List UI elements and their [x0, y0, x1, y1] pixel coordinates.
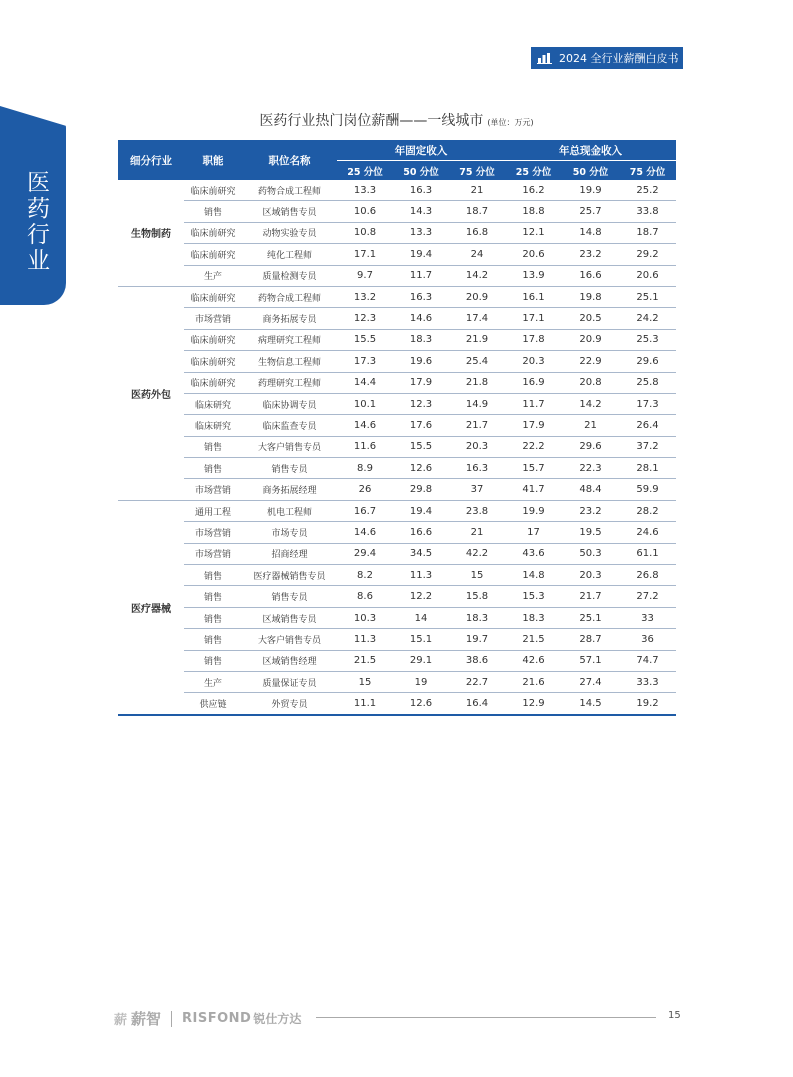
value-cell: 43.6: [505, 543, 562, 564]
value-cell: 18.3: [505, 607, 562, 628]
header-fixed-p75: 75 分位: [449, 161, 505, 181]
function-cell: 销售: [184, 458, 242, 479]
value-cell: 14.6: [337, 415, 393, 436]
value-cell: 33.3: [619, 671, 676, 692]
value-cell: 22.2: [505, 436, 562, 457]
value-cell: 41.7: [505, 479, 562, 500]
value-cell: 14.6: [337, 522, 393, 543]
value-cell: 16.6: [393, 522, 449, 543]
value-cell: 19.4: [393, 500, 449, 521]
position-cell: 区域销售经理: [242, 650, 337, 671]
value-cell: 9.7: [337, 265, 393, 286]
value-cell: 50.3: [562, 543, 619, 564]
table-row: [118, 522, 676, 543]
value-cell: 17.6: [393, 415, 449, 436]
value-cell: 10.6: [337, 201, 393, 222]
value-cell: 23.8: [449, 500, 505, 521]
header-fixed-income: 年固定收入: [337, 140, 505, 161]
position-cell: 临床监查专员: [242, 415, 337, 436]
value-cell: 21.5: [337, 650, 393, 671]
table-row: [118, 286, 676, 307]
table-row: [118, 607, 676, 628]
value-cell: 16.4: [449, 693, 505, 715]
value-cell: 14.6: [393, 308, 449, 329]
value-cell: 24.2: [619, 308, 676, 329]
table-row: [118, 351, 676, 372]
xinzhi-logo-icon: 薪: [114, 1013, 128, 1028]
value-cell: 25.1: [619, 286, 676, 307]
value-cell: 12.6: [393, 458, 449, 479]
value-cell: 13.3: [393, 222, 449, 243]
value-cell: 38.6: [449, 650, 505, 671]
value-cell: 14.8: [562, 222, 619, 243]
value-cell: 14.9: [449, 393, 505, 414]
value-cell: 18.7: [449, 201, 505, 222]
value-cell: 16.3: [393, 180, 449, 201]
value-cell: 15.1: [393, 629, 449, 650]
value-cell: 22.9: [562, 351, 619, 372]
table-row: [118, 244, 676, 265]
value-cell: 29.6: [619, 351, 676, 372]
value-cell: 16.2: [505, 180, 562, 201]
value-cell: 20.3: [449, 436, 505, 457]
value-cell: 28.7: [562, 629, 619, 650]
value-cell: 18.3: [449, 607, 505, 628]
header-total-p50: 50 分位: [562, 161, 619, 181]
value-cell: 25.7: [562, 201, 619, 222]
position-cell: 质量检测专员: [242, 265, 337, 286]
value-cell: 48.4: [562, 479, 619, 500]
position-cell: 商务拓展经理: [242, 479, 337, 500]
salary-table: [118, 140, 676, 716]
value-cell: 26.4: [619, 415, 676, 436]
value-cell: 13.2: [337, 286, 393, 307]
page-number: 15: [668, 1010, 681, 1021]
value-cell: 19.4: [393, 244, 449, 265]
value-cell: 14.3: [393, 201, 449, 222]
value-cell: 10.3: [337, 607, 393, 628]
table-row: [118, 222, 676, 243]
position-cell: 临床协调专员: [242, 393, 337, 414]
function-cell: 生产: [184, 671, 242, 692]
value-cell: 21.7: [449, 415, 505, 436]
value-cell: 27.2: [619, 586, 676, 607]
value-cell: 28.2: [619, 500, 676, 521]
value-cell: 16.3: [393, 286, 449, 307]
value-cell: 11.1: [337, 693, 393, 715]
value-cell: 16.1: [505, 286, 562, 307]
value-cell: 15.7: [505, 458, 562, 479]
header-total-p75: 75 分位: [619, 161, 676, 181]
header-total-cash: 年总现金收入: [505, 140, 676, 161]
page-title-unit: (单位：万元): [487, 118, 534, 127]
function-cell: 临床前研究: [184, 286, 242, 307]
value-cell: 21: [449, 180, 505, 201]
value-cell: 29.2: [619, 244, 676, 265]
value-cell: 25.1: [562, 607, 619, 628]
value-cell: 19.6: [393, 351, 449, 372]
value-cell: 14.4: [337, 372, 393, 393]
value-cell: 25.3: [619, 329, 676, 350]
value-cell: 21: [449, 522, 505, 543]
value-cell: 19.9: [562, 180, 619, 201]
value-cell: 34.5: [393, 543, 449, 564]
function-cell: 供应链: [184, 693, 242, 715]
value-cell: 42.6: [505, 650, 562, 671]
value-cell: 16.8: [449, 222, 505, 243]
table-row: [118, 308, 676, 329]
risfond-brand-cn: 锐仕方达: [253, 1012, 302, 1026]
value-cell: 8.2: [337, 565, 393, 586]
value-cell: 12.3: [337, 308, 393, 329]
header-fixed-p25: 25 分位: [337, 161, 393, 181]
value-cell: 21.9: [449, 329, 505, 350]
footer-divider: [171, 1011, 172, 1027]
value-cell: 17.8: [505, 329, 562, 350]
position-cell: 医疗器械销售专员: [242, 565, 337, 586]
position-cell: 药物合成工程师: [242, 286, 337, 307]
function-cell: 通用工程: [184, 500, 242, 521]
table-body: [118, 180, 676, 715]
category-cell: 医疗器械: [118, 500, 184, 714]
table-row: [118, 201, 676, 222]
position-cell: 大客户销售专员: [242, 436, 337, 457]
value-cell: 33.8: [619, 201, 676, 222]
table-row: [118, 543, 676, 564]
position-cell: 机电工程师: [242, 500, 337, 521]
value-cell: 21.7: [562, 586, 619, 607]
table-row: [118, 586, 676, 607]
value-cell: 14.2: [562, 393, 619, 414]
value-cell: 23.2: [562, 244, 619, 265]
value-cell: 15.8: [449, 586, 505, 607]
table-row: [118, 458, 676, 479]
value-cell: 17: [505, 522, 562, 543]
position-cell: 区域销售专员: [242, 607, 337, 628]
value-cell: 15: [337, 671, 393, 692]
value-cell: 18.8: [505, 201, 562, 222]
table-row: [118, 436, 676, 457]
value-cell: 21.8: [449, 372, 505, 393]
value-cell: 19.5: [562, 522, 619, 543]
value-cell: 8.6: [337, 586, 393, 607]
function-cell: 临床前研究: [184, 222, 242, 243]
value-cell: 19.9: [505, 500, 562, 521]
position-cell: 区域销售专员: [242, 201, 337, 222]
value-cell: 10.8: [337, 222, 393, 243]
value-cell: 18.7: [619, 222, 676, 243]
position-cell: 市场专员: [242, 522, 337, 543]
function-cell: 销售: [184, 586, 242, 607]
position-cell: 纯化工程师: [242, 244, 337, 265]
position-cell: 招商经理: [242, 543, 337, 564]
value-cell: 26.8: [619, 565, 676, 586]
value-cell: 8.9: [337, 458, 393, 479]
value-cell: 59.9: [619, 479, 676, 500]
category-cell: 生物制药: [118, 180, 184, 286]
value-cell: 17.9: [393, 372, 449, 393]
value-cell: 17.3: [337, 351, 393, 372]
footer-logos: [114, 1008, 301, 1029]
function-cell: 临床研究: [184, 393, 242, 414]
function-cell: 临床研究: [184, 415, 242, 436]
value-cell: 15.5: [337, 329, 393, 350]
value-cell: 22.7: [449, 671, 505, 692]
value-cell: 42.2: [449, 543, 505, 564]
value-cell: 17.1: [505, 308, 562, 329]
function-cell: 市场营销: [184, 522, 242, 543]
function-cell: 市场营销: [184, 479, 242, 500]
page-title-text: 医药行业热门岗位薪酬——一线城市: [259, 113, 484, 129]
value-cell: 17.4: [449, 308, 505, 329]
table-row: [118, 650, 676, 671]
value-cell: 12.2: [393, 586, 449, 607]
position-cell: 动物实验专员: [242, 222, 337, 243]
value-cell: 21.5: [505, 629, 562, 650]
function-cell: 销售: [184, 629, 242, 650]
function-cell: 销售: [184, 565, 242, 586]
value-cell: 14: [393, 607, 449, 628]
value-cell: 12.1: [505, 222, 562, 243]
value-cell: 19: [393, 671, 449, 692]
table-row: [118, 565, 676, 586]
function-cell: 销售: [184, 436, 242, 457]
position-cell: 销售专员: [242, 458, 337, 479]
value-cell: 11.7: [393, 265, 449, 286]
header-badge: [531, 47, 683, 69]
value-cell: 36: [619, 629, 676, 650]
table-row: [118, 265, 676, 286]
value-cell: 20.8: [562, 372, 619, 393]
position-cell: 病理研究工程师: [242, 329, 337, 350]
value-cell: 18.3: [393, 329, 449, 350]
page-title: [0, 110, 793, 130]
value-cell: 20.3: [562, 565, 619, 586]
value-cell: 16.3: [449, 458, 505, 479]
side-tab-label: 医药行业: [23, 170, 49, 274]
function-cell: 生产: [184, 265, 242, 286]
value-cell: 16.6: [562, 265, 619, 286]
header-category: 细分行业: [118, 140, 184, 180]
position-cell: 销售专员: [242, 586, 337, 607]
value-cell: 17.1: [337, 244, 393, 265]
value-cell: 10.1: [337, 393, 393, 414]
value-cell: 20.6: [505, 244, 562, 265]
value-cell: 13.3: [337, 180, 393, 201]
value-cell: 11.6: [337, 436, 393, 457]
value-cell: 13.9: [505, 265, 562, 286]
value-cell: 11.7: [505, 393, 562, 414]
header-badge-text: 2024 全行业薪酬白皮书: [559, 52, 679, 65]
value-cell: 29.6: [562, 436, 619, 457]
value-cell: 16.9: [505, 372, 562, 393]
value-cell: 25.2: [619, 180, 676, 201]
position-cell: 商务拓展专员: [242, 308, 337, 329]
value-cell: 21.6: [505, 671, 562, 692]
value-cell: 37: [449, 479, 505, 500]
header-position: 职位名称: [242, 140, 337, 180]
value-cell: 57.1: [562, 650, 619, 671]
table-row: [118, 629, 676, 650]
value-cell: 28.1: [619, 458, 676, 479]
value-cell: 20.9: [562, 329, 619, 350]
table-row: [118, 329, 676, 350]
xinzhi-brand: 薪智: [131, 1010, 162, 1028]
value-cell: 14.2: [449, 265, 505, 286]
value-cell: 24: [449, 244, 505, 265]
value-cell: 29.1: [393, 650, 449, 671]
position-cell: 外贸专员: [242, 693, 337, 715]
value-cell: 11.3: [337, 629, 393, 650]
value-cell: 20.9: [449, 286, 505, 307]
function-cell: 临床前研究: [184, 329, 242, 350]
position-cell: 大客户销售专员: [242, 629, 337, 650]
value-cell: 20.3: [505, 351, 562, 372]
footer-line: [316, 1017, 656, 1018]
value-cell: 22.3: [562, 458, 619, 479]
value-cell: 11.3: [393, 565, 449, 586]
value-cell: 21: [562, 415, 619, 436]
category-cell: 医药外包: [118, 286, 184, 500]
function-cell: 销售: [184, 607, 242, 628]
risfond-brand: RISFOND: [182, 1011, 252, 1026]
value-cell: 17.9: [505, 415, 562, 436]
function-cell: 销售: [184, 201, 242, 222]
header-total-p25: 25 分位: [505, 161, 562, 181]
value-cell: 29.4: [337, 543, 393, 564]
value-cell: 12.6: [393, 693, 449, 715]
value-cell: 23.2: [562, 500, 619, 521]
header-fixed-p50: 50 分位: [393, 161, 449, 181]
table-row: [118, 693, 676, 715]
value-cell: 25.4: [449, 351, 505, 372]
value-cell: 37.2: [619, 436, 676, 457]
function-cell: 临床前研究: [184, 244, 242, 265]
function-cell: 市场营销: [184, 308, 242, 329]
value-cell: 24.6: [619, 522, 676, 543]
position-cell: 质量保证专员: [242, 671, 337, 692]
function-cell: 销售: [184, 650, 242, 671]
function-cell: 临床前研究: [184, 180, 242, 201]
value-cell: 29.8: [393, 479, 449, 500]
value-cell: 19.8: [562, 286, 619, 307]
position-cell: 药理研究工程师: [242, 372, 337, 393]
chart-buildings-icon: [537, 52, 553, 64]
value-cell: 12.3: [393, 393, 449, 414]
value-cell: 33: [619, 607, 676, 628]
function-cell: 临床前研究: [184, 351, 242, 372]
value-cell: 14.8: [505, 565, 562, 586]
value-cell: 74.7: [619, 650, 676, 671]
function-cell: 市场营销: [184, 543, 242, 564]
function-cell: 临床前研究: [184, 372, 242, 393]
table-row: [118, 372, 676, 393]
value-cell: 61.1: [619, 543, 676, 564]
value-cell: 16.7: [337, 500, 393, 521]
table-row: [118, 500, 676, 521]
value-cell: 15.3: [505, 586, 562, 607]
table-row: [118, 479, 676, 500]
table-row: [118, 415, 676, 436]
value-cell: 15.5: [393, 436, 449, 457]
table-row: [118, 180, 676, 201]
value-cell: 20.6: [619, 265, 676, 286]
value-cell: 19.7: [449, 629, 505, 650]
value-cell: 15: [449, 565, 505, 586]
table-row: [118, 671, 676, 692]
value-cell: 25.8: [619, 372, 676, 393]
position-cell: 药物合成工程师: [242, 180, 337, 201]
value-cell: 14.5: [562, 693, 619, 715]
position-cell: 生物信息工程师: [242, 351, 337, 372]
value-cell: 12.9: [505, 693, 562, 715]
header-function: 职能: [184, 140, 242, 180]
value-cell: 20.5: [562, 308, 619, 329]
value-cell: 19.2: [619, 693, 676, 715]
value-cell: 17.3: [619, 393, 676, 414]
table-row: [118, 393, 676, 414]
value-cell: 27.4: [562, 671, 619, 692]
value-cell: 26: [337, 479, 393, 500]
